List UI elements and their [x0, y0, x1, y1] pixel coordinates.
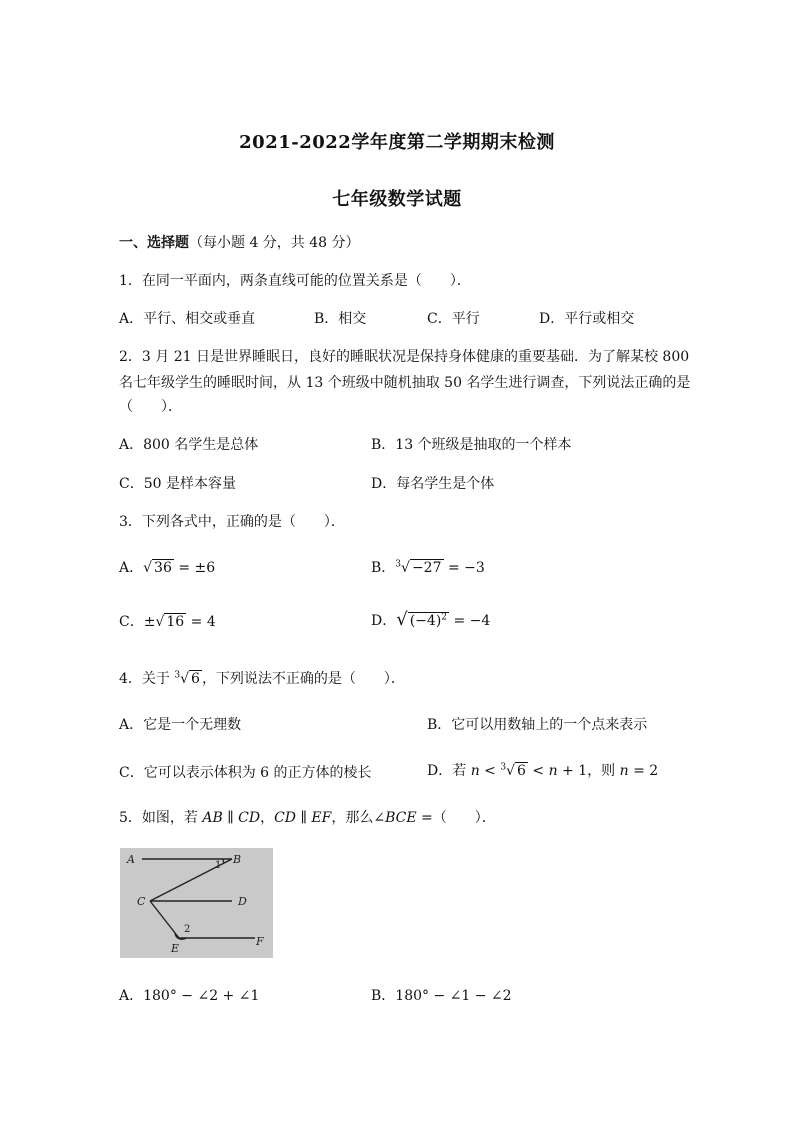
- label-angle-2: 2: [184, 924, 191, 935]
- q5-bce: BCE: [385, 810, 417, 826]
- label-d: D: [238, 895, 247, 908]
- q4-d-pre: D．若: [427, 763, 471, 779]
- q3-a-label: A．: [119, 560, 144, 576]
- sqrt-symbol: √: [180, 671, 190, 687]
- q4-d-lt2: <: [527, 763, 549, 779]
- q4-option-b: B．它可以用数轴上的一个点来表示: [427, 717, 648, 733]
- q3-c-radicand: 16: [166, 614, 185, 630]
- q3-b-radicand: −27: [411, 560, 442, 576]
- q3-d-exponent: 2: [441, 612, 448, 623]
- q3-c-label: C．: [119, 614, 144, 630]
- q4-d-n3: n: [619, 763, 629, 779]
- q4-d-lt1: <: [479, 763, 501, 779]
- label-a: A: [127, 853, 135, 866]
- q4-d-n1: n: [470, 763, 480, 779]
- q2-stem-line2: 名七年级学生的睡眠时间，从 13 个班级中随机抽取 50 名学生进行调查，下列说法正确的是: [119, 375, 691, 391]
- q3-b-rest: = −3: [443, 560, 485, 576]
- q2-option-a: A．800 名学生是总体: [119, 437, 259, 453]
- q3-d-radicand: [408, 612, 449, 629]
- q5-stem-post: =（ ）．: [416, 810, 496, 826]
- sqrt-symbol: √: [396, 609, 408, 630]
- q5-stem: [119, 807, 496, 827]
- q5-option-b: B．180° − ∠1 − ∠2: [371, 988, 512, 1004]
- q3-option-b: [371, 557, 485, 577]
- sqrt-symbol: √: [506, 763, 516, 779]
- q4-option-d: [427, 760, 658, 780]
- q4-stem: [119, 668, 405, 688]
- q1-option-b: B．相交: [314, 311, 367, 327]
- q5-mid: ，那么∠: [331, 810, 386, 826]
- q4-option-a: A．它是一个无理数: [119, 717, 242, 733]
- q3-d-rest: = −4: [449, 613, 491, 629]
- label-c: C: [137, 895, 146, 908]
- q4-d-n2: n: [548, 763, 558, 779]
- q5-sep: ，: [260, 810, 275, 826]
- q2-stem-line1: 2．3 月 21 日是世界睡眠日，良好的睡眠状况是保持身体健康的重要基础．为了解某校 800: [119, 349, 690, 365]
- sqrt-symbol: √: [155, 614, 165, 630]
- q3-a-rest: = ±6: [173, 560, 216, 576]
- q5-par1: ∥: [222, 810, 239, 826]
- q3-c-pre: ±: [143, 614, 156, 630]
- q1-option-c: C．平行: [427, 311, 480, 327]
- q4-d-index: 3: [500, 762, 507, 773]
- q1-option-a: A．平行、相交或垂直: [119, 311, 256, 327]
- section-heading: 一、选择题: [119, 235, 189, 251]
- q5-par2: ∥: [296, 810, 312, 826]
- q4-stem-pre: 4．关于: [119, 671, 175, 687]
- q5-option-a: A．180° − ∠2 + ∠1: [119, 988, 260, 1004]
- q5-cd2: CD: [274, 810, 297, 826]
- q3-option-a: [119, 557, 215, 577]
- exam-title: 2021-2022学年度第二学期期末检测: [239, 132, 555, 153]
- q5-ef: EF: [311, 810, 332, 826]
- q2-stem-line3: （ ）．: [119, 399, 182, 415]
- label-b: B: [233, 853, 242, 866]
- q3-stem: 3．下列各式中，正确的是（ ）．: [119, 514, 345, 530]
- label-angle-1: 1: [215, 860, 222, 871]
- q3-b-index: 3: [395, 559, 402, 570]
- q2-option-c: C．50 是样本容量: [119, 476, 236, 492]
- q3-option-c: [119, 611, 216, 631]
- exam-subtitle: 七年级数学试题: [332, 189, 462, 210]
- q4-d-plus: + 1，则: [557, 763, 620, 779]
- q4-index: 3: [174, 670, 181, 681]
- q3-option-d: [371, 609, 490, 630]
- q5-ab: AB: [202, 810, 223, 826]
- q3-d-label: D．: [371, 613, 397, 629]
- q4-stem-post: ，下列说法不正确的是（ ）．: [201, 671, 405, 687]
- section-heading-row: [119, 232, 360, 252]
- q3-b-label: B．: [371, 560, 396, 576]
- q4-radicand: 6: [191, 671, 200, 687]
- geometry-figure: [120, 848, 273, 958]
- q5-cd1: CD: [238, 810, 261, 826]
- q2-option-d: D．每名学生是个体: [371, 476, 495, 492]
- label-e: E: [171, 942, 180, 955]
- q4-d-eq: = 2: [628, 763, 659, 779]
- q3-c-rest: = 4: [186, 614, 216, 630]
- q4-d-radicand: 6: [517, 763, 526, 779]
- sqrt-symbol: √: [143, 560, 153, 576]
- sqrt-symbol: √: [401, 560, 410, 576]
- q1-option-d: D．平行或相交: [539, 311, 635, 327]
- q3-d-base: (−4): [409, 613, 442, 629]
- section-note: （每小题 4 分，共 48 分）: [189, 235, 360, 251]
- label-f: F: [256, 935, 264, 948]
- q3-a-radicand: 36: [154, 560, 172, 576]
- q1-stem: 1．在同一平面内，两条直线可能的位置关系是（ ）．: [119, 273, 471, 289]
- q5-stem-pre: 5．如图，若: [119, 810, 203, 826]
- q4-option-c: C．它可以表示体积为 6 的正方体的棱长: [119, 765, 372, 781]
- q2-option-b: B．13 个班级是抽取的一个样本: [371, 437, 572, 453]
